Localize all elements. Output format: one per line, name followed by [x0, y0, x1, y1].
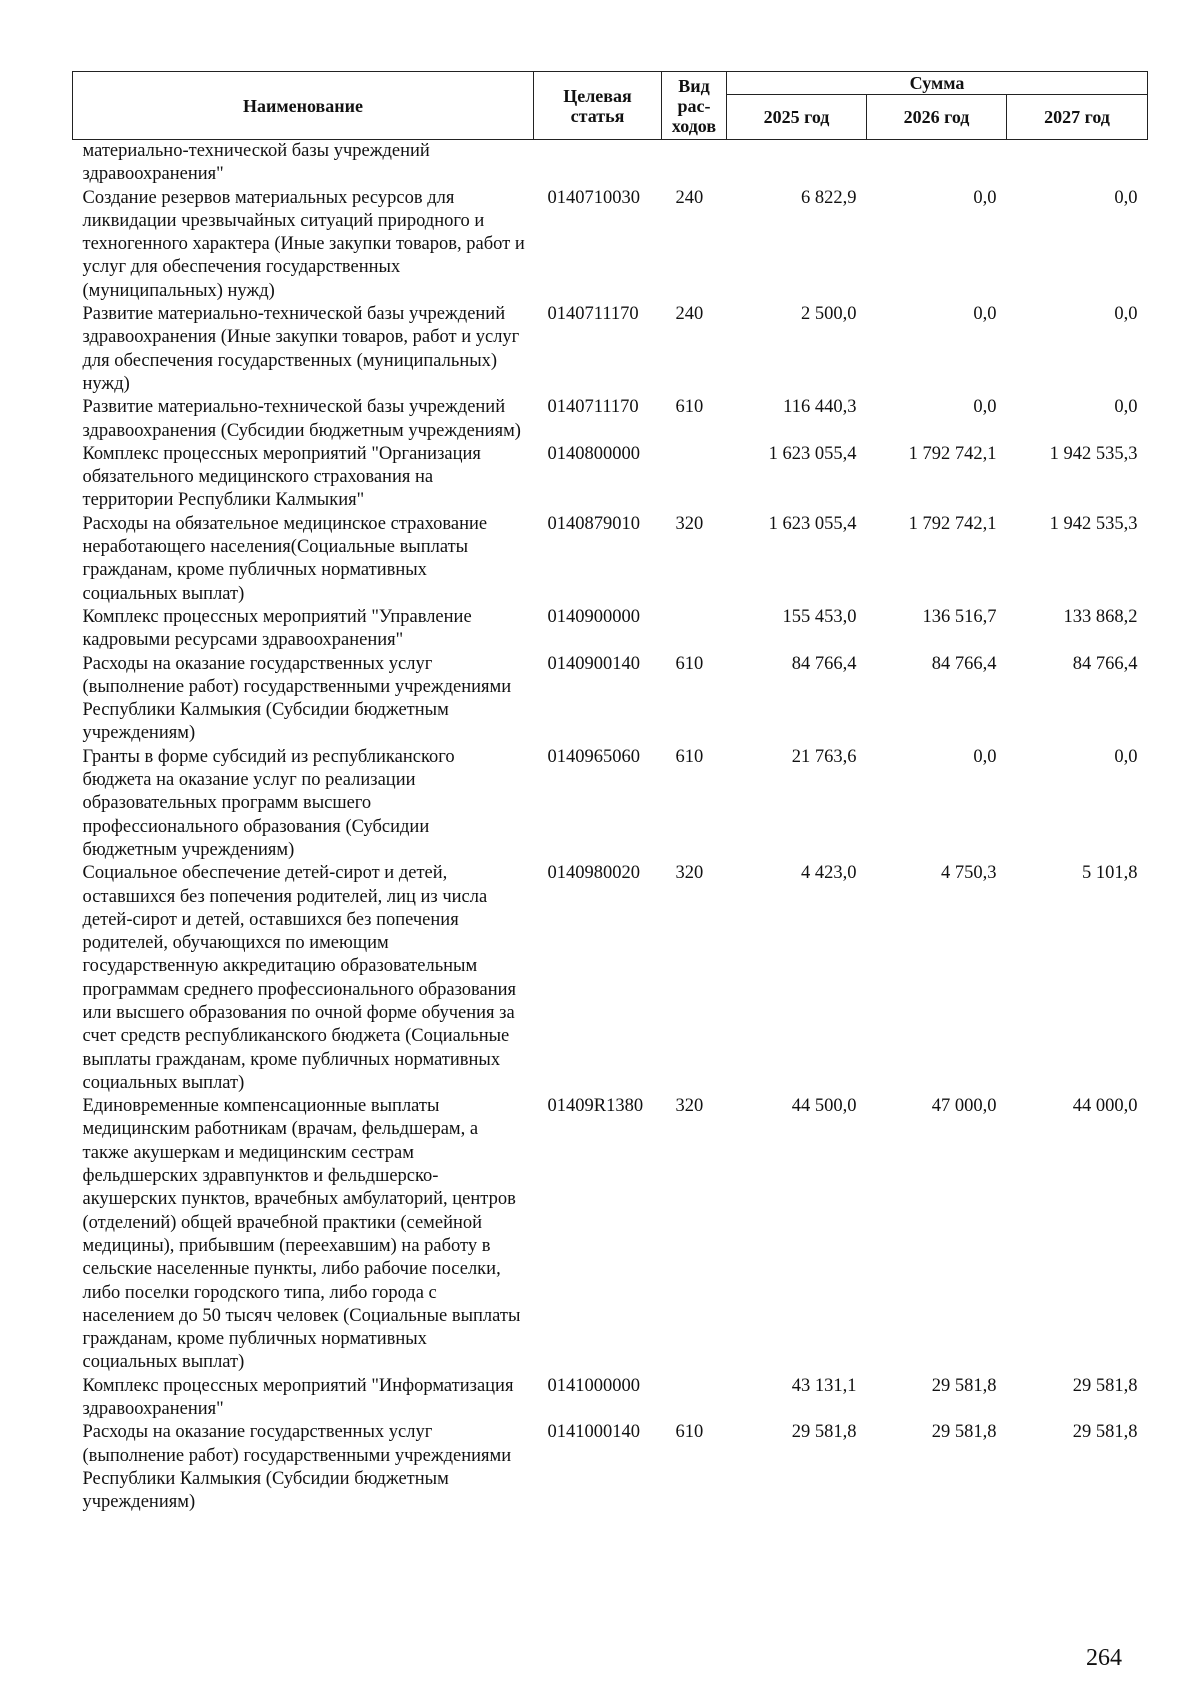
header-year-2026: 2026 год	[867, 95, 1007, 140]
row-amount-2026-cell: 47 000,0	[931, 1096, 997, 1117]
table-row	[73, 1095, 1148, 1375]
row-expense-type-cell: 320	[675, 513, 704, 534]
row-code-cell: 0140900140	[547, 653, 640, 674]
row-amount-2025-cell: 29 581,8	[791, 1422, 857, 1443]
row-amount-2027-cell: 1 942 535,3	[1049, 513, 1138, 534]
table-row	[73, 1421, 1148, 1514]
table-header	[73, 72, 1148, 140]
row-amount-2026-cell: 84 766,4	[931, 653, 997, 674]
table-row	[73, 513, 1148, 606]
row-expense-type-cell	[662, 140, 727, 187]
row-expense-type-cell: 320	[675, 1096, 704, 1117]
row-name-cell: Комплекс процессных мероприятий "Организация обязательного медицинского страхования на территории Республики Калмыкия"	[82, 443, 481, 511]
row-code-cell: 0140711170	[547, 397, 639, 418]
row-amount-2026-cell: 0,0	[973, 397, 997, 418]
table-row	[73, 396, 1148, 443]
row-amount-2026-cell: 0,0	[973, 304, 997, 325]
row-name-cell: Развитие материально-технической базы учреждений здравоохранения (Субсидии бюджетным учреждениям)	[82, 397, 521, 441]
table-row	[73, 443, 1148, 513]
row-amount-2027-cell: 29 581,8	[1072, 1422, 1138, 1443]
row-amount-2026-cell: 29 581,8	[931, 1422, 997, 1443]
row-name-cell: Комплекс процессных мероприятий "Управление кадровыми ресурсами здравоохранения"	[82, 606, 472, 651]
table-row	[73, 746, 1148, 862]
row-amount-2026-cell: 136 516,7	[922, 606, 997, 627]
row-expense-type-cell: 610	[675, 1422, 704, 1443]
row-expense-type-cell: 320	[675, 863, 704, 884]
row-amount-2025-cell: 4 423,0	[801, 863, 857, 884]
row-amount-2025-cell: 6 822,9	[801, 187, 857, 208]
row-code-cell: 0140710030	[547, 187, 640, 208]
row-amount-2027-cell: 0,0	[1114, 304, 1138, 325]
header-year-2027: 2027 год	[1007, 95, 1148, 140]
row-amount-2025-cell: 21 763,6	[791, 746, 857, 767]
row-name-cell: Расходы на оказание государственных услуг (выполнение работ) государственными учреждениями Республики Калмыкия (Субсидии бюджетным учреждениям)	[82, 1422, 512, 1513]
row-amount-2025-cell: 116 440,3	[783, 397, 857, 418]
row-amount-2027-cell: 5 101,8	[1082, 863, 1138, 884]
row-amount-2027-cell: 29 581,8	[1072, 1375, 1138, 1396]
row-amount-2025-cell: 155 453,0	[782, 606, 857, 627]
budget-table	[72, 71, 1148, 1515]
row-code-cell: 01409R1380	[547, 1096, 644, 1117]
row-name-cell: Комплекс процессных мероприятий "Информатизация здравоохранения"	[82, 1375, 514, 1420]
header-year-2025: 2025 год	[727, 95, 867, 140]
table-row	[73, 653, 1148, 746]
row-amount-2026-cell: 29 581,8	[931, 1375, 997, 1396]
row-amount-2026-cell	[867, 140, 1007, 187]
row-amount-2027-cell: 1 942 535,3	[1049, 443, 1138, 464]
table-row	[73, 187, 1148, 303]
row-name-cell: Расходы на обязательное медицинское страхование неработающего населения(Социальные выплаты гражданам, кроме публичных нормативных социальных выплат)	[82, 513, 488, 604]
row-amount-2025-cell: 84 766,4	[791, 653, 857, 674]
header-target-article: Целевая статья	[534, 72, 662, 140]
row-amount-2027-cell: 0,0	[1114, 746, 1138, 767]
row-name-cell: Создание резервов материальных ресурсов для ликвидации чрезвычайных ситуаций природного и техногенного характера (Иные закупки товаров, работ и услуг для обеспечения государственных (муниципальных) нужд)	[82, 187, 525, 301]
row-amount-2026-cell: 4 750,3	[941, 863, 997, 884]
header-expense-type: Вид рас-ходов	[662, 72, 727, 140]
row-expense-type-cell	[662, 443, 727, 513]
row-expense-type-cell: 610	[675, 653, 704, 674]
row-expense-type-cell: 610	[675, 397, 704, 418]
header-sum: Сумма	[727, 72, 1148, 95]
row-code-cell: 0140965060	[547, 746, 640, 767]
header-name: Наименование	[73, 72, 534, 140]
row-amount-2026-cell: 1 792 742,1	[908, 513, 997, 534]
table-row	[73, 606, 1148, 653]
row-code-cell: 0141000000	[547, 1375, 640, 1396]
row-amount-2027-cell: 0,0	[1114, 397, 1138, 418]
row-expense-type-cell	[662, 1375, 727, 1422]
table-row	[73, 862, 1148, 1095]
row-expense-type-cell	[662, 606, 727, 653]
row-amount-2025-cell: 1 623 055,4	[768, 443, 857, 464]
row-expense-type-cell: 610	[675, 746, 704, 767]
row-amount-2027-cell: 0,0	[1114, 187, 1138, 208]
row-expense-type-cell: 240	[675, 187, 704, 208]
row-code-cell	[534, 140, 662, 187]
row-name-cell: Единовременные компенсационные выплаты медицинским работникам (врачам, фельдшерам, а также акушеркам и медицинским сестрам фельдшерских здравпунктов и фельдшерско-акушерских пунктов, врачебных амбулаторий, центров (отделений) общей врачебной практики (семейной медицины), прибывшим (переехавшим) на работу в сельские населенные пункты, либо рабочие поселки, либо поселки городского типа, либо города с населением до 50 тысяч человек (Социальные выплаты гражданам, кроме публичных нормативных социальных выплат)	[82, 1096, 521, 1373]
row-amount-2025-cell: 44 500,0	[791, 1096, 857, 1117]
row-amount-2026-cell: 1 792 742,1	[908, 443, 997, 464]
page-number: 264	[1086, 1645, 1122, 1671]
row-code-cell: 0141000140	[547, 1422, 640, 1443]
row-name-cell: Развитие материально-технической базы учреждений здравоохранения (Иные закупки товаров, работ и услуг для обеспечения государственных (муниципальных) нужд)	[82, 304, 520, 394]
row-name-cell: Социальное обеспечение детей-сирот и детей, оставшихся без попечения родителей, лиц из числа детей-сирот и детей, оставшихся без попечения родителей, обучающихся по имеющим государственную аккредитацию образовательным программам среднего профессионального образования или высшего образования по очной форме обучения за счет средств республиканского бюджета (Социальные выплаты гражданам, кроме публичных нормативных социальных выплат)	[82, 863, 517, 1093]
row-name-cell: Гранты в форме субсидий из республиканского бюджета на оказание услуг по реализации образовательных программ высшего профессионального образования (Субсидии бюджетным учреждениям)	[82, 746, 455, 860]
row-code-cell: 0140800000	[547, 443, 640, 464]
table-row	[73, 140, 1148, 187]
row-amount-2025-cell: 43 131,1	[791, 1375, 857, 1396]
row-amount-2026-cell: 0,0	[973, 746, 997, 767]
table-body	[73, 140, 1148, 1515]
table-row	[73, 1375, 1148, 1422]
row-code-cell: 0140900000	[547, 606, 640, 627]
row-amount-2025-cell	[727, 140, 867, 187]
row-code-cell: 0140711170	[547, 304, 639, 325]
row-amount-2026-cell: 0,0	[973, 187, 997, 208]
row-amount-2025-cell: 1 623 055,4	[768, 513, 857, 534]
row-code-cell: 0140879010	[547, 513, 640, 534]
row-amount-2027-cell	[1007, 140, 1148, 187]
row-expense-type-cell: 240	[675, 304, 704, 325]
row-name-cell: Расходы на оказание государственных услуг (выполнение работ) государственными учреждениями Республики Калмыкия (Субсидии бюджетным учреждениям)	[82, 653, 512, 744]
row-amount-2027-cell: 133 868,2	[1063, 606, 1138, 627]
row-amount-2027-cell: 44 000,0	[1072, 1096, 1138, 1117]
row-name-cell: материально-технической базы учреждений здравоохранения"	[82, 141, 430, 185]
row-amount-2025-cell: 2 500,0	[801, 304, 857, 325]
row-code-cell: 0140980020	[547, 863, 640, 884]
row-amount-2027-cell: 84 766,4	[1072, 653, 1138, 674]
table-row	[73, 303, 1148, 396]
